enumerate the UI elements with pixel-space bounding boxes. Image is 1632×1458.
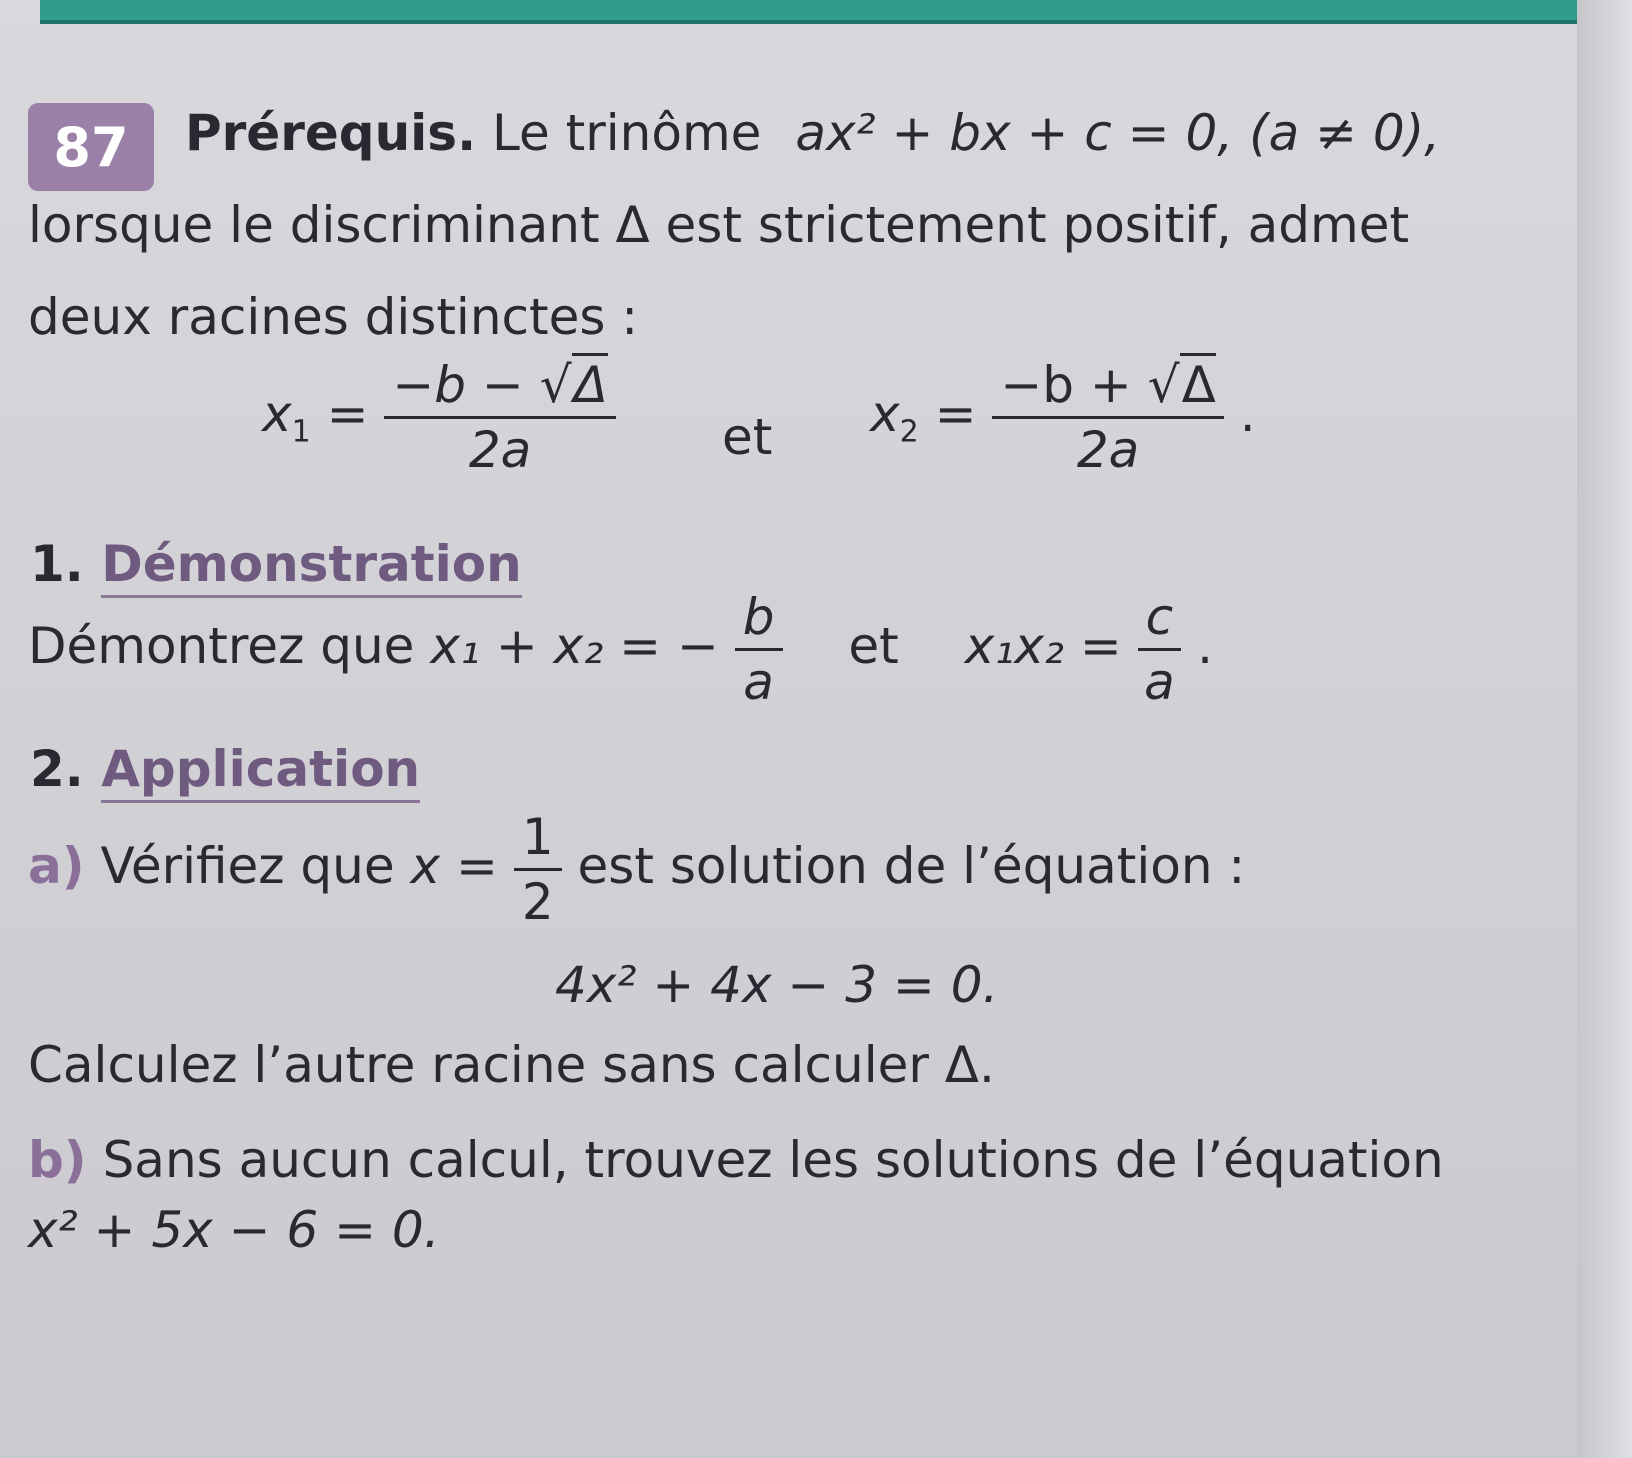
product-fraction [1138,588,1182,711]
part2b-label: b) [28,1131,87,1189]
sum-denominator: a [743,653,774,711]
x2-label: $x_2$ [870,385,919,450]
part2a-text2: est solution de l’équation : [577,837,1246,895]
exercise-line-3: deux racines distinctes : [28,288,639,346]
x1-label: $x_1$ [262,385,311,450]
part2-heading [30,740,420,798]
part2a-statement [28,808,1246,931]
product-numerator: c [1138,592,1182,651]
product-lhs: x₁x₂ = [964,617,1122,675]
exercise-number-badge [28,103,154,191]
exercise-line-1 [185,104,1441,162]
product-denominator: a [1144,653,1175,711]
part2a-label: a) [28,837,85,895]
part2a-equation: 4x² + 4x − 3 = 0. [555,956,999,1014]
exercise-intro-text: Le trinôme [491,104,762,162]
part1-number: 1. [30,535,84,593]
half-fraction [514,808,562,931]
part2b-statement [28,1131,1444,1189]
part1-heading [30,535,522,593]
part1-period: . [1197,617,1213,675]
exercise-title: Prérequis. [185,104,477,162]
exercise-line-2: lorsque le discriminant Δ est strictement positif, admet [28,196,1410,254]
x2-fraction [992,356,1223,479]
half-denominator: 2 [521,873,554,931]
part1-et: et [848,617,899,675]
part2b-equation: x² + 5x − 6 = 0. [28,1201,440,1259]
x1-denominator: 2a [468,421,532,479]
half-numerator: 1 [514,812,562,871]
part1-text: Démontrez que [28,617,415,675]
part2-number: 2. [30,740,84,798]
part2a-x: x = [410,837,498,895]
part2a-text: Vérifiez que [100,837,395,895]
part1-statement [28,588,1213,711]
part2a-text3: Calculez l’autre racine sans calculer Δ. [28,1036,995,1094]
root-x1-formula: $x_1$ = $\frac{-b - √\Delta}{2a}$ [262,360,616,475]
connector-et: et [722,408,773,466]
exercise-number: 87 [53,115,129,179]
sum-lhs: x₁ + x₂ = − [430,617,719,675]
part1-title: Démonstration [101,535,522,598]
page-top-color-band [40,0,1580,24]
part2b-text: Sans aucun calcul, trouvez les solutions de l’équation [102,1131,1444,1189]
root-x2-formula: $x_2$ = $\frac{-b + √\Delta}{2a}$ . [870,360,1256,475]
x1-fraction [384,356,615,479]
sum-fraction [735,588,783,711]
part2-title: Application [101,740,420,803]
x2-period: . [1239,385,1256,443]
page-edge [1577,0,1632,1458]
sum-numerator: b [735,592,783,651]
x1-numerator: −b − √Δ [384,360,615,419]
x2-denominator: 2a [1076,421,1140,479]
x2-numerator: −b + √Δ [992,360,1223,419]
trinome-equation: ax² + bx + c = 0, (a ≠ 0), [795,104,1441,162]
